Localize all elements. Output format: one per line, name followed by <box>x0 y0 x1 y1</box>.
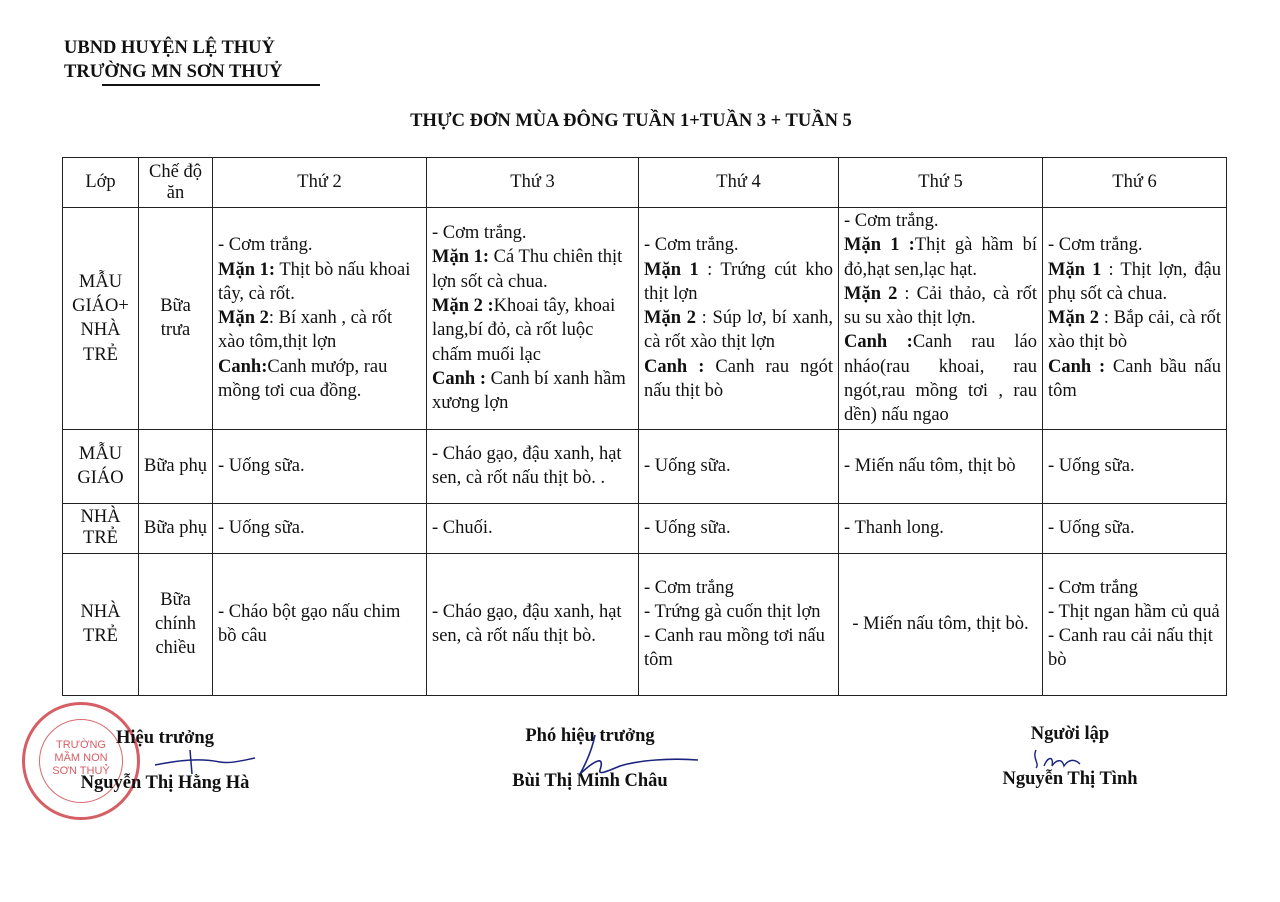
cell-thu-2 <box>213 208 427 430</box>
dish-line: Canh : Canh rau ngót nấu thịt bò <box>644 356 833 402</box>
cell-thu-4 <box>639 208 839 430</box>
document-header <box>64 36 282 84</box>
cell-lop: NHÀ TRẺ <box>63 553 139 695</box>
vice-signature <box>540 730 700 780</box>
dish-line: Mặn 2 : Cải thảo, cà rốt su su xào thịt lợn. <box>844 283 1037 329</box>
dish-line: - Canh rau mồng tơi nấu tôm <box>644 626 825 671</box>
cell-thu-3: - Cháo gạo, đậu xanh, hạt sen, cà rốt nấu thịt bò. <box>427 553 639 695</box>
table-row <box>63 503 1227 553</box>
menu-table <box>62 157 1227 696</box>
cell-lop: MẪU GIÁO <box>63 429 139 503</box>
principal-name: Nguyễn Thị Hằng Hà <box>80 773 250 793</box>
header-lop: Lớp <box>63 158 139 208</box>
dish-line: Mặn 2 : Bắp cải, cà rốt xào thịt bò <box>1048 308 1221 353</box>
page-title: THỰC ĐƠN MÙA ĐÔNG TUẦN 1+TUẦN 3 + TUẦN 5 <box>410 111 852 131</box>
header-thu-4: Thứ 4 <box>639 158 839 208</box>
table-row <box>63 553 1227 695</box>
dish-line: - Cơm trắng. <box>844 211 939 231</box>
principal-role: Hiệu trưởng <box>116 728 214 748</box>
cell-lop: NHÀ TRẺ <box>63 503 139 553</box>
cell-thu-4: - Uống sữa. <box>639 429 839 503</box>
dish-line: Mặn 1 : Trứng cút kho thịt lợn <box>644 259 833 304</box>
vice-name: Bùi Thị Minh Châu <box>512 771 668 791</box>
dish-line: - Cơm trắng <box>644 577 734 598</box>
header-thu-5: Thứ 5 <box>839 158 1043 208</box>
dish-line: Canh : Canh bầu nấu tôm <box>1048 356 1221 402</box>
cell-thu-2: - Cháo bột gạo nấu chim bồ câu <box>213 553 427 695</box>
dish-line: Canh : Canh bí xanh hầm xương lợn <box>432 368 626 414</box>
cell-thu-6 <box>1043 208 1227 430</box>
dish-line: Mặn 2 : Súp lơ, bí xanh, cà rốt xào thịt lợn <box>644 308 834 353</box>
cell-che-do: Bữa chính chiều <box>139 553 213 695</box>
cell-che-do: Bữa phụ <box>139 503 213 553</box>
dish-line: Mặn 1: Thịt bò nấu khoai tây, cà rốt. <box>218 259 411 304</box>
cell-thu-4 <box>639 553 839 695</box>
cell-thu-2: - Uống sữa. <box>213 503 427 553</box>
header-che-do-an: Chế độ ăn <box>139 158 213 208</box>
preparer-role: Người lập <box>1030 724 1110 744</box>
cell-thu-5 <box>839 208 1043 430</box>
header-thu-2: Thứ 2 <box>213 158 427 208</box>
cell-che-do: Bữa trưa <box>139 208 213 430</box>
cell-thu-5: - Thanh long. <box>839 503 1043 553</box>
table-header-row <box>63 158 1227 208</box>
dish-line: - Cơm trắng <box>1048 577 1138 598</box>
dish-line: - Trứng gà cuốn thịt lợn <box>644 601 821 622</box>
cell-thu-5: - Miến nấu tôm, thịt bò. <box>839 553 1043 695</box>
cell-thu-6: - Uống sữa. <box>1043 429 1227 503</box>
principal-signature <box>150 740 260 780</box>
dish-line: - Thịt ngan hầm củ quả <box>1048 601 1220 622</box>
dish-line: Canh :Canh rau láo nháo(rau khoai, rau ngót,rau mồng tơi , rau dền) nấu ngao <box>844 332 1037 426</box>
dish-line: - Canh rau cải nấu thịt bò <box>1048 626 1213 671</box>
header-underline <box>102 84 320 86</box>
dish-line: - Cơm trắng. <box>1048 235 1143 256</box>
dish-line: Mặn 1 :Thịt gà hầm bí đỏ,hạt sen,lạc hạt. <box>844 235 1037 280</box>
table-row <box>63 429 1227 503</box>
dish-line: Canh:Canh mướp, rau mồng tơi cua đồng. <box>218 356 388 402</box>
cell-thu-3 <box>427 208 639 430</box>
table-row <box>63 208 1227 430</box>
dish-line: - Cơm trắng. <box>432 223 527 244</box>
cell-thu-6 <box>1043 553 1227 695</box>
dish-line: - Cơm trắng. <box>218 235 313 256</box>
cell-lop: MẪU GIÁO+ NHÀ TRẺ <box>63 208 139 430</box>
cell-thu-2: - Uống sữa. <box>213 429 427 503</box>
preparer-name: Nguyễn Thị Tình <box>1002 769 1138 789</box>
vice-role: Phó hiệu trưởng <box>525 726 655 746</box>
dish-line: Mặn 1 : Thịt lợn, đậu phụ sốt cà chua. <box>1048 259 1221 304</box>
header-line-1: UBND HUYỆN LỆ THUỶ <box>64 38 275 58</box>
preparer-signature <box>1030 746 1090 772</box>
dish-line: - Cơm trắng. <box>644 235 739 256</box>
header-line-2: TRƯỜNG MN SƠN THUỶ <box>64 62 283 82</box>
cell-thu-3: - Chuối. <box>427 503 639 553</box>
stamp-text: TRƯỜNG MẦM NON SƠN THUỶ <box>52 739 110 777</box>
dish-line: Mặn 1: Cá Thu chiên thịt lợn sốt cà chua. <box>432 247 623 292</box>
cell-thu-4: - Uống sữa. <box>639 503 839 553</box>
cell-thu-3: - Cháo gạo, đậu xanh, hạt sen, cà rốt nấu thịt bò. . <box>427 429 639 503</box>
dish-line: Mặn 2 :Khoai tây, khoai lang,bí đỏ, cà rốt luộc chấm muối lạc <box>432 296 616 365</box>
header-thu-6: Thứ 6 <box>1043 158 1227 208</box>
header-thu-3: Thứ 3 <box>427 158 639 208</box>
cell-che-do: Bữa phụ <box>139 429 213 503</box>
cell-thu-5: - Miến nấu tôm, thịt bò <box>839 429 1043 503</box>
dish-line: Mặn 2: Bí xanh , cà rốt xào tôm,thịt lợn <box>218 308 393 353</box>
cell-thu-6: - Uống sữa. <box>1043 503 1227 553</box>
